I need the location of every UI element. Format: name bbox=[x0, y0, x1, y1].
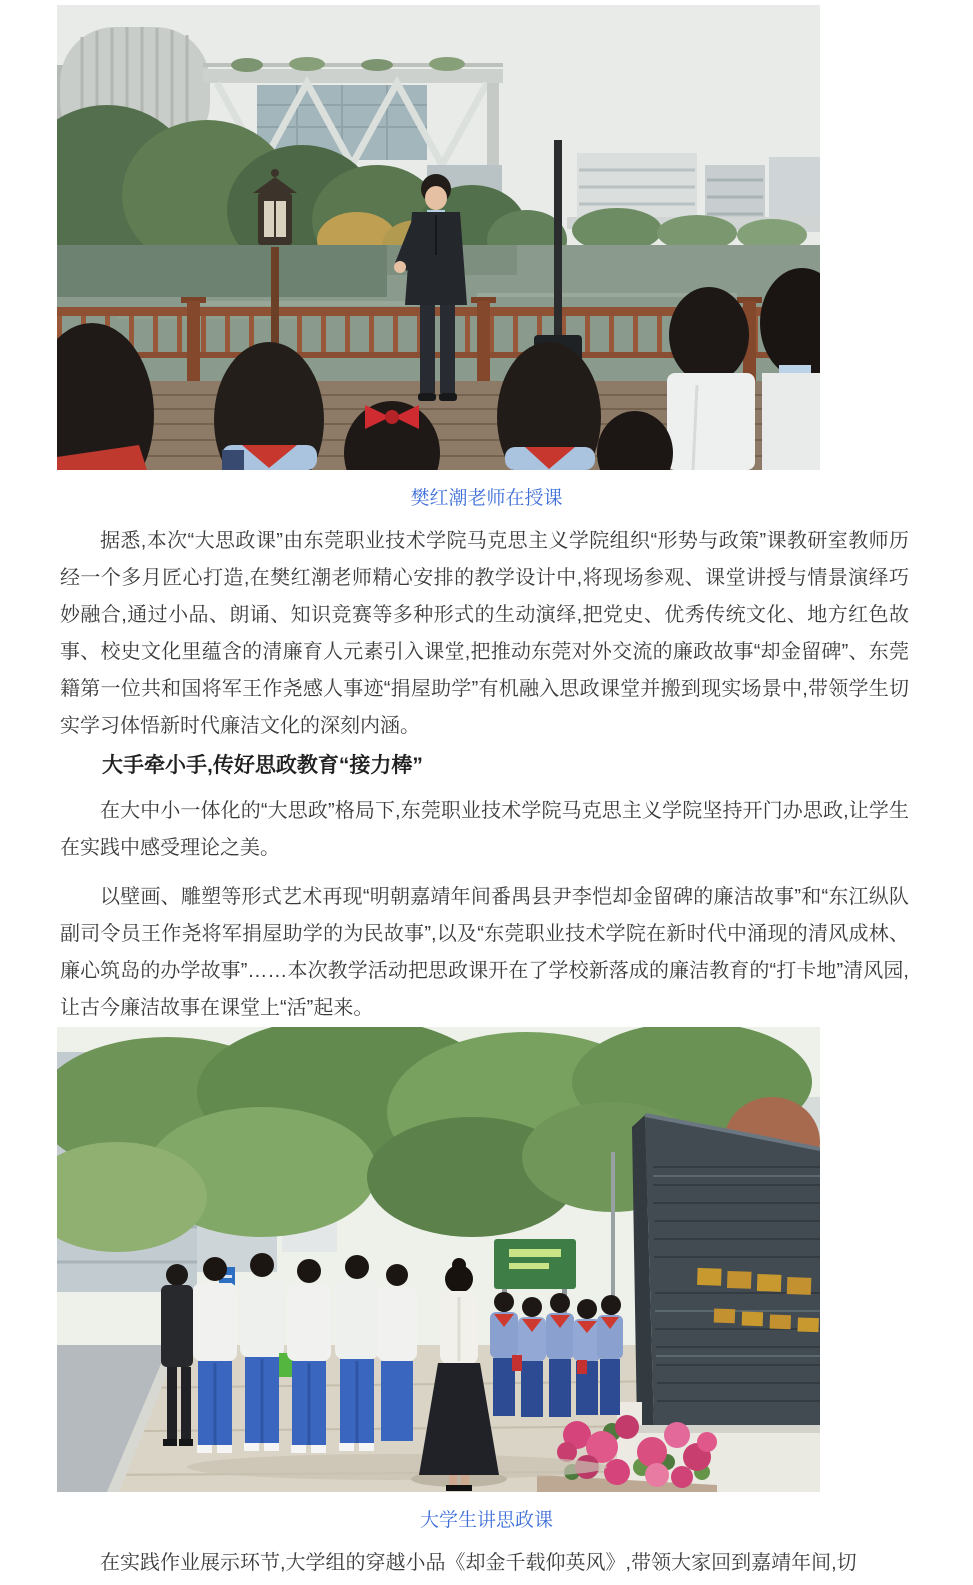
photo2-caption: 大学生讲思政课 bbox=[419, 1510, 553, 1531]
photo1-caption: 樊红潮老师在授课 bbox=[410, 488, 563, 509]
paragraph-2: 在大中小一体化的“大思政”格局下,东莞职业技术学院马克思主义学院坚持开门办思政,让学生在实践中感受理论之美。 bbox=[60, 800, 909, 859]
monument-stone bbox=[632, 1115, 820, 1427]
photo-students-monument bbox=[57, 1027, 820, 1492]
photo-teacher-lecture bbox=[57, 5, 820, 470]
group-shadow bbox=[187, 1454, 607, 1480]
section-heading: 大手牵小手,传好思政教育“接力棒” bbox=[102, 754, 423, 777]
paragraph-4: 在实践作业展示环节,大学组的穿越小品《却金千载仰英风》,带领大家回到嘉靖年间,切 bbox=[100, 1552, 857, 1574]
paragraph-3: 以壁画、雕塑等形式艺术再现“明朝嘉靖年间番禺县尹李恺却金留碑的廉洁故事”和“东江纵队副司令员王作尧将军捐屋助学的为民故事”,以及“东莞职业技术学院在新时代中涌现的清风成林、廉心筑岛的办学故事”……本次教学活动把思政课开在了学校新落成的廉洁教育的“打卡地”清风园,让古今廉洁故事在课堂上“活”起来。 bbox=[60, 886, 909, 1019]
paragraph-1: 据悉,本次“大思政课”由东莞职业技术学院马克思主义学院组织“形势与政策”课教研室教师历经一个多月匠心打造,在樊红潮老师精心安排的教学设计中,将现场参观、课堂讲授与情景演绎巧妙融合,通过小品、朗诵、知识竞赛等多种形式的生动演绎,把党史、优秀传统文化、地方红色故事、校史文化里蕴含的清廉育人元素引入课堂,把推动东莞对外交流的廉政故事“却金留碑”、东莞籍第一位共和国将军王作尧感人事迹“捐屋助学”有机融入思政课堂并搬到现实场景中,带领学生切实学习体悟新时代廉洁文化的深刻内涵。 bbox=[60, 530, 909, 737]
article-page bbox=[0, 5, 973, 1585]
